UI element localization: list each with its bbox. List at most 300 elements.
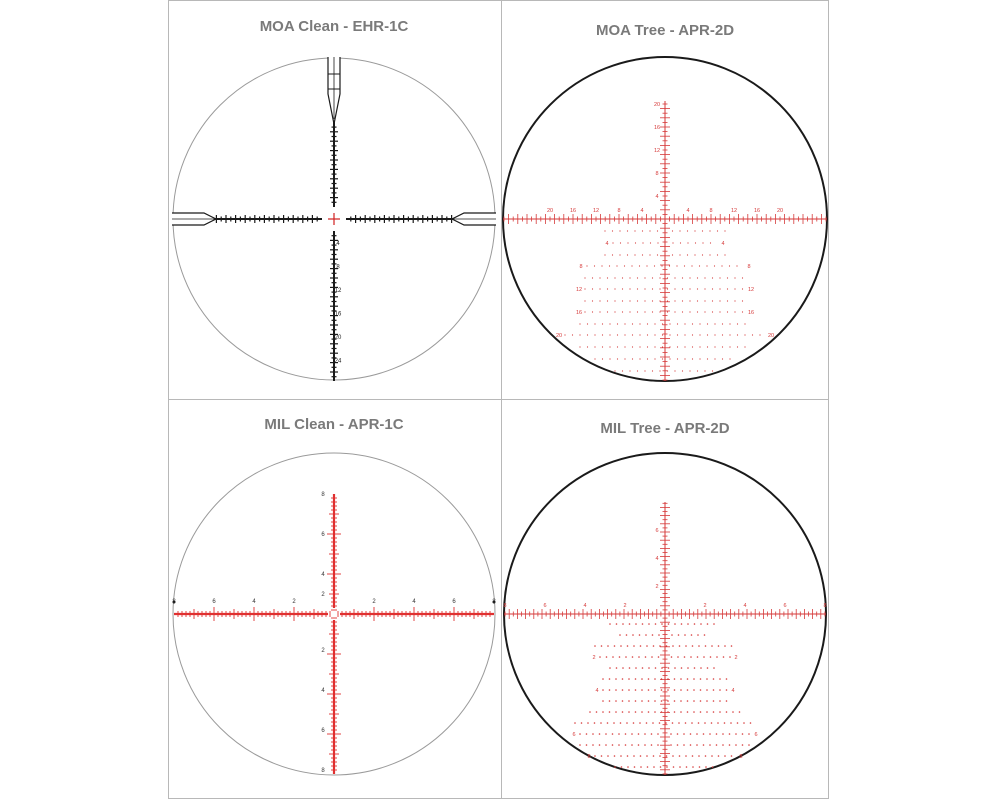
tree-dot <box>652 722 654 724</box>
tree-dot <box>693 711 695 713</box>
tree-dot <box>599 744 601 746</box>
tree-dot <box>699 334 700 335</box>
tree-dot <box>704 300 705 301</box>
tree-dot <box>684 634 686 636</box>
tree-dot <box>615 711 617 713</box>
tree-dot <box>633 645 635 647</box>
tree-dot <box>717 254 718 255</box>
tree-dot <box>651 733 653 735</box>
horizontal-label: 20 <box>776 208 784 214</box>
tree-dot <box>586 744 588 746</box>
vertical-label: 2 <box>321 648 325 654</box>
tree-label: 4 <box>595 688 599 694</box>
tree-dot <box>601 265 602 266</box>
tree-dot <box>622 667 624 669</box>
vertical-label: 6 <box>321 532 325 538</box>
tree-dot <box>692 766 694 768</box>
tree-dot <box>641 700 643 702</box>
tree-dot <box>718 645 720 647</box>
tree-dot <box>647 358 648 359</box>
tree-dot <box>722 358 723 359</box>
tree-dot <box>602 358 603 359</box>
tree-dot <box>659 755 661 757</box>
tree-dot <box>632 346 633 347</box>
tree-dot <box>702 254 703 255</box>
tree-dot <box>592 288 593 289</box>
tree-dot <box>661 623 663 625</box>
tree-dot <box>748 744 750 746</box>
tree-dot <box>713 678 715 680</box>
vertical-label: 8 <box>336 264 340 271</box>
tree-dot <box>679 254 680 255</box>
tree-dot <box>671 656 673 658</box>
tree-dot <box>734 288 735 289</box>
tree-dot <box>624 323 625 324</box>
tree-dot <box>661 689 663 691</box>
tree-dot <box>723 656 725 658</box>
tree-dot <box>574 722 576 724</box>
tree-dot <box>642 667 644 669</box>
tree-dot <box>614 766 616 768</box>
tree-dot <box>647 346 648 347</box>
tree-dot <box>601 755 603 757</box>
tree-dot <box>667 370 668 371</box>
tree-dot <box>700 623 702 625</box>
tree-dot <box>634 254 635 255</box>
horizontal-label: 2 <box>703 603 707 609</box>
tree-dot <box>622 300 623 301</box>
tree-dot <box>638 733 640 735</box>
tree-dot <box>614 300 615 301</box>
tree-dot <box>661 678 663 680</box>
tree-dot <box>594 323 595 324</box>
tree-dot <box>672 722 674 724</box>
tree-dot <box>627 254 628 255</box>
tree-dot <box>654 323 655 324</box>
tree-dot <box>678 722 680 724</box>
tree-dot <box>622 711 624 713</box>
tree-dot <box>691 265 692 266</box>
tree-dot <box>657 744 659 746</box>
tree-dot <box>686 766 688 768</box>
tree-dot <box>697 311 698 312</box>
tree-dot <box>605 733 607 735</box>
tree-dot <box>709 733 711 735</box>
tree-label: 6 <box>572 732 576 738</box>
tree-dot <box>624 265 625 266</box>
tree-dot <box>600 722 602 724</box>
tree-dot <box>697 300 698 301</box>
tree-dot <box>703 733 705 735</box>
tree-dot <box>726 678 728 680</box>
tree-dot <box>624 334 625 335</box>
tree-dot <box>692 334 693 335</box>
tree-dot <box>654 265 655 266</box>
tree-dot <box>634 230 635 231</box>
tree-dot <box>625 733 627 735</box>
tree-dot <box>700 678 702 680</box>
tree-dot <box>706 700 708 702</box>
tree-dot <box>702 230 703 231</box>
tree-dot <box>735 733 737 735</box>
tree-dot <box>661 700 663 702</box>
tree-dot <box>682 300 683 301</box>
tree-dot <box>652 370 653 371</box>
tree-dot <box>586 733 588 735</box>
tree-dot <box>654 346 655 347</box>
tree-dot <box>704 370 705 371</box>
tree-dot <box>714 323 715 324</box>
tree-dot <box>704 722 706 724</box>
tree-dot <box>674 689 676 691</box>
tree-dot <box>607 722 609 724</box>
tree-dot <box>655 623 657 625</box>
tree-dot <box>622 700 624 702</box>
tree-dot <box>652 311 653 312</box>
tree-dot <box>631 733 633 735</box>
tree-dot <box>584 311 585 312</box>
horizontal-label: 4 <box>412 599 416 605</box>
tree-label: 20 <box>555 333 563 339</box>
tree-dot <box>652 288 653 289</box>
tree-dot <box>667 700 669 702</box>
tree-dot <box>687 667 689 669</box>
tree-dot <box>646 265 647 266</box>
tree-dot <box>742 733 744 735</box>
tree-dot <box>655 667 657 669</box>
tree-dot <box>704 311 705 312</box>
horizontal-label: 12 <box>730 208 738 214</box>
tree-dot <box>629 370 630 371</box>
tree-dot <box>690 656 692 658</box>
tree-dot <box>628 678 630 680</box>
vertical-label: 4 <box>655 556 659 562</box>
tree-dot <box>602 689 604 691</box>
tree-dot <box>648 667 650 669</box>
tree-dot <box>644 733 646 735</box>
horizontal-label: 2 <box>292 599 296 605</box>
tree-dot <box>637 288 638 289</box>
tree-dot <box>657 254 658 255</box>
tree-dot <box>629 300 630 301</box>
vertical-label: 2 <box>321 592 325 598</box>
tree-dot <box>714 358 715 359</box>
tree-dot <box>622 277 623 278</box>
tree-label: 6 <box>754 732 758 738</box>
tree-dot <box>584 277 585 278</box>
tree-dot <box>700 667 702 669</box>
tree-dot <box>726 700 728 702</box>
tree-dot <box>592 744 594 746</box>
tree-dot <box>716 744 718 746</box>
tree-dot <box>599 300 600 301</box>
tree-dot <box>581 722 583 724</box>
tree-dot <box>602 700 604 702</box>
tree-label: 8 <box>587 754 591 760</box>
tree-dot <box>653 766 655 768</box>
tree-dot <box>693 689 695 691</box>
tree-dot <box>637 311 638 312</box>
tree-dot <box>687 700 689 702</box>
tree-dot <box>644 277 645 278</box>
tree-label: 8 <box>739 754 743 760</box>
tree-dot <box>609 265 610 266</box>
tree-dot <box>657 242 658 243</box>
horizontal-label: 20 <box>546 208 554 214</box>
tree-dot <box>602 678 604 680</box>
tree-dot <box>614 755 616 757</box>
tree-dot <box>609 678 611 680</box>
tree-dot <box>687 711 689 713</box>
tree-dot <box>652 300 653 301</box>
mil-clean-title: MIL Clean - APR-1C <box>264 416 404 433</box>
tree-dot <box>639 634 641 636</box>
tree-dot <box>678 634 680 636</box>
tree-dot <box>679 230 680 231</box>
tree-dot <box>624 358 625 359</box>
tree-dot <box>731 645 733 647</box>
tree-dot <box>628 711 630 713</box>
tree-dot <box>579 323 580 324</box>
tree-dot <box>622 678 624 680</box>
tree-dot <box>714 265 715 266</box>
tree-dot <box>665 722 667 724</box>
tree-dot <box>713 623 715 625</box>
tree-dot <box>647 334 648 335</box>
tree-dot <box>700 689 702 691</box>
tree-dot <box>620 242 621 243</box>
tree-dot <box>667 689 669 691</box>
tree-dot <box>626 634 628 636</box>
tree-dot <box>724 230 725 231</box>
tree-dot <box>572 334 573 335</box>
tree-dot <box>737 346 738 347</box>
tree-dot <box>690 733 692 735</box>
tree-dot <box>698 722 700 724</box>
tree-dot <box>737 722 739 724</box>
tree-dot <box>614 311 615 312</box>
tree-dot <box>704 277 705 278</box>
tree-dot <box>699 346 700 347</box>
tree-dot <box>705 766 707 768</box>
tree-dot <box>705 645 707 647</box>
tree-dot <box>687 254 688 255</box>
tree-dot <box>742 288 743 289</box>
tree-dot <box>644 288 645 289</box>
tree-dot <box>618 733 620 735</box>
tree-dot <box>659 370 660 371</box>
tree-dot <box>724 645 726 647</box>
tree-dot <box>612 744 614 746</box>
tree-dot <box>635 700 637 702</box>
tree-dot <box>629 667 631 669</box>
tree-dot <box>654 358 655 359</box>
tree-dot <box>646 722 648 724</box>
tree-dot <box>713 667 715 669</box>
tree-dot <box>680 689 682 691</box>
vertical-label: 8 <box>321 492 325 498</box>
tree-dot <box>633 755 635 757</box>
tree-dot <box>660 766 662 768</box>
tree-dot <box>617 334 618 335</box>
tree-dot <box>685 755 687 757</box>
tree-dot <box>607 311 608 312</box>
tree-dot <box>579 744 581 746</box>
tree-dot <box>759 334 760 335</box>
vertical-label: 12 <box>653 148 661 154</box>
tree-dot <box>639 358 640 359</box>
tree-dot <box>629 311 630 312</box>
tree-dot <box>661 667 663 669</box>
tree-dot <box>667 311 668 312</box>
tree-dot <box>742 311 743 312</box>
tree-dot <box>625 744 627 746</box>
tree-dot <box>667 678 669 680</box>
horizontal-label: 4 <box>252 599 256 605</box>
tree-dot <box>680 700 682 702</box>
tree-dot <box>667 288 668 289</box>
tree-dot <box>669 265 670 266</box>
vertical-label: 6 <box>655 528 659 534</box>
tree-dot <box>709 230 710 231</box>
tree-dot <box>717 722 719 724</box>
tree-dot <box>674 288 675 289</box>
tree-dot <box>687 230 688 231</box>
tree-dot <box>667 277 668 278</box>
tree-dot <box>696 733 698 735</box>
tree-dot <box>713 689 715 691</box>
tree-dot <box>744 334 745 335</box>
tree-label: 20 <box>767 333 775 339</box>
tree-dot <box>729 346 730 347</box>
tree-dot <box>674 678 676 680</box>
tree-dot <box>717 230 718 231</box>
tree-dot <box>685 722 687 724</box>
tree-dot <box>609 334 610 335</box>
tree-dot <box>679 755 681 757</box>
tree-label: 16 <box>747 310 755 316</box>
tree-dot <box>669 334 670 335</box>
tree-dot <box>594 334 595 335</box>
tree-dot <box>729 656 731 658</box>
tree-dot <box>637 300 638 301</box>
tree-dot <box>594 722 596 724</box>
tree-dot <box>739 711 741 713</box>
tree-dot <box>667 300 668 301</box>
horizontal-label: 6 <box>783 603 787 609</box>
tree-dot <box>594 346 595 347</box>
tree-dot <box>671 634 673 636</box>
tree-dot <box>682 288 683 289</box>
tree-dot <box>637 370 638 371</box>
tree-dot <box>719 678 721 680</box>
tree-dot <box>727 300 728 301</box>
tree-dot <box>609 667 611 669</box>
tree-dot <box>654 678 656 680</box>
tree-dot <box>729 265 730 266</box>
tree-dot <box>651 656 653 658</box>
tree-dot <box>612 254 613 255</box>
tree-label: 2 <box>734 655 738 661</box>
vertical-label: 4 <box>336 241 340 247</box>
tree-dot <box>677 656 679 658</box>
tree-dot <box>742 300 743 301</box>
tree-dot <box>729 358 730 359</box>
tree-dot <box>703 744 705 746</box>
tree-dot <box>645 634 647 636</box>
tree-dot <box>699 265 700 266</box>
tree-dot <box>684 346 685 347</box>
tree-dot <box>679 645 681 647</box>
tree-dot <box>622 689 624 691</box>
tree-dot <box>627 230 628 231</box>
vertical-label: 4 <box>655 194 659 200</box>
tree-dot <box>579 733 581 735</box>
tree-dot <box>712 300 713 301</box>
moa-tree-reticle <box>503 57 827 381</box>
tree-dot <box>620 722 622 724</box>
vertical-label: 12 <box>334 288 342 294</box>
tree-dot <box>722 323 723 324</box>
tree-dot <box>706 678 708 680</box>
tree-dot <box>635 711 637 713</box>
tree-dot <box>707 667 709 669</box>
tree-dot <box>631 744 633 746</box>
tree-dot <box>622 311 623 312</box>
tree-dot <box>734 311 735 312</box>
tree-dot <box>697 288 698 289</box>
tree-dot <box>689 300 690 301</box>
tree-dot <box>627 755 629 757</box>
tree-dot <box>632 323 633 324</box>
tree-dot <box>659 311 660 312</box>
tree-label: 12 <box>575 287 583 293</box>
tree-dot <box>640 766 642 768</box>
tree-dot <box>653 645 655 647</box>
tree-dot <box>668 667 670 669</box>
tree-dot <box>639 334 640 335</box>
tree-dot <box>719 277 720 278</box>
tree-dot <box>674 667 676 669</box>
tree-dot <box>729 733 731 735</box>
tree-dot <box>707 346 708 347</box>
tree-dot <box>641 689 643 691</box>
tree-dot <box>662 346 663 347</box>
tree-dot <box>619 656 621 658</box>
tree-dot <box>719 300 720 301</box>
tree-dot <box>659 300 660 301</box>
tree-dot <box>711 755 713 757</box>
tree-dot <box>659 722 661 724</box>
tree-dot <box>645 656 647 658</box>
tree-dot <box>682 311 683 312</box>
tree-dot <box>661 711 663 713</box>
tree-dot <box>579 334 580 335</box>
tree-dot <box>707 623 709 625</box>
tree-dot <box>626 722 628 724</box>
tree-dot <box>615 689 617 691</box>
tree-dot <box>635 667 637 669</box>
tree-dot <box>628 689 630 691</box>
tree-dot <box>681 623 683 625</box>
tree-dot <box>705 755 707 757</box>
tree-dot <box>621 766 623 768</box>
tree-dot <box>684 323 685 324</box>
tree-dot <box>680 242 681 243</box>
tree-dot <box>677 323 678 324</box>
horizontal-label: 8 <box>172 599 176 605</box>
tree-dot <box>716 656 718 658</box>
